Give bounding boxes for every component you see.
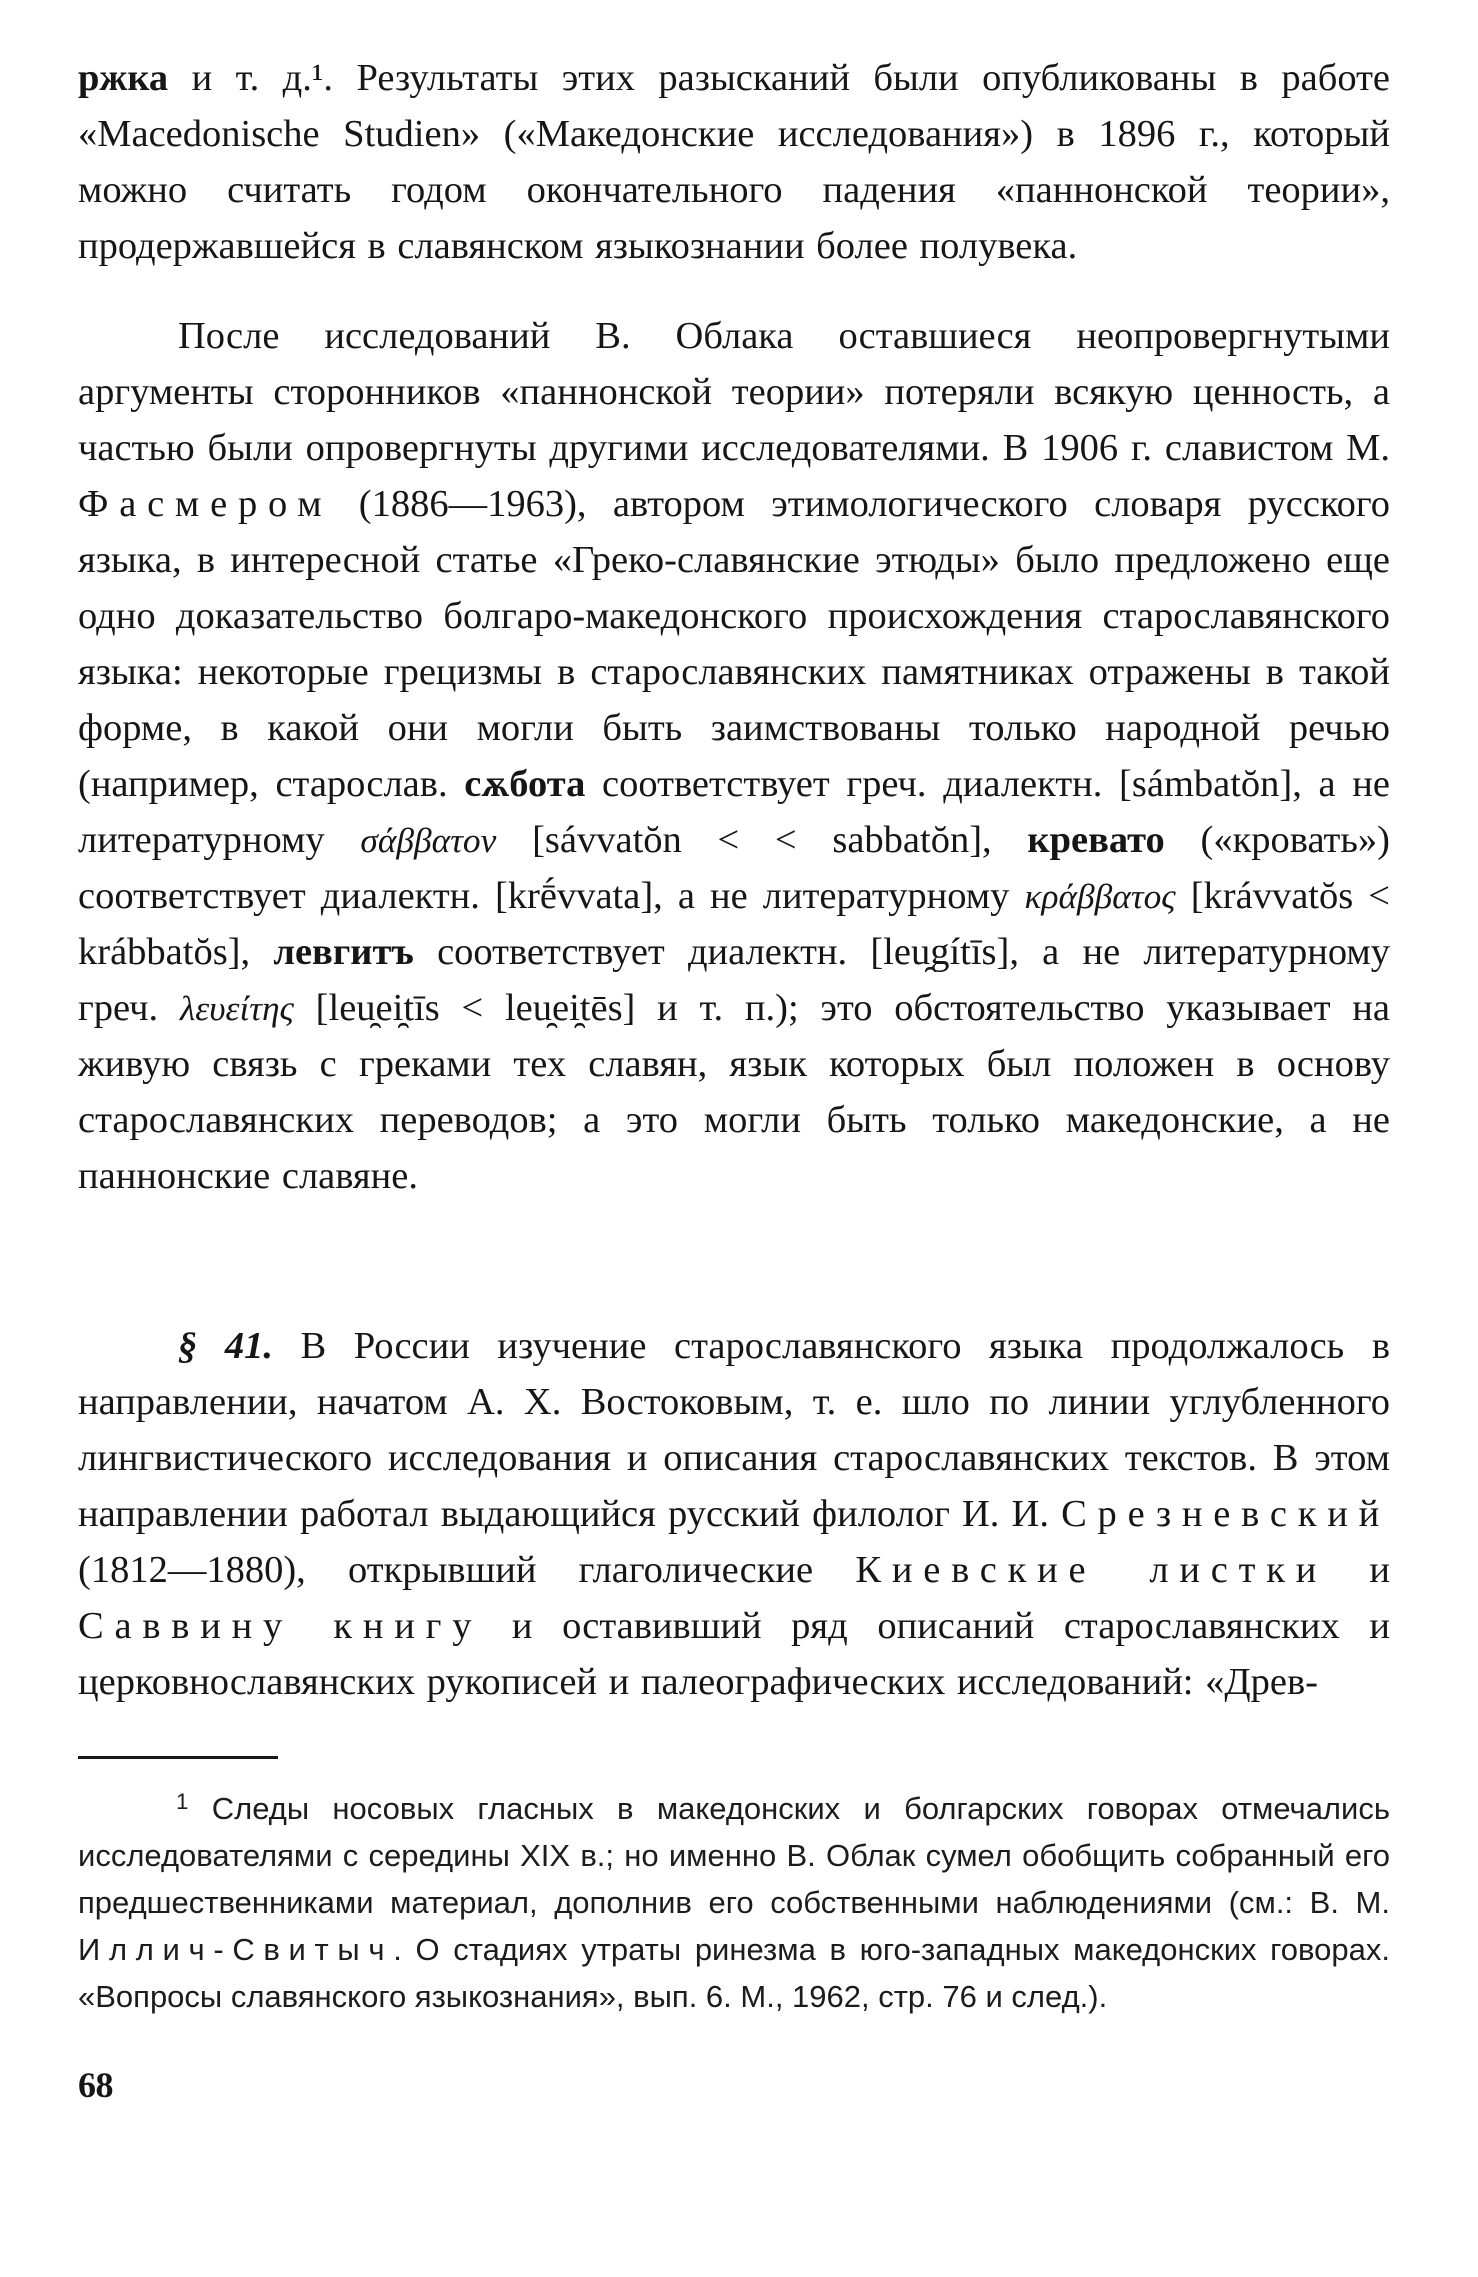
author-name-spaced: Иллич-Свитыч [78,1932,394,1967]
footnote-text: . О стадиях утраты ринезма в юго-западных македонских говорах. «Вопросы славянского языкознания», вып. 6. М., 1962, стр. 76 и след.). [78,1932,1390,2014]
footnote [78,1785,1390,2020]
paragraph-text: [leu̯ei̯tīs < leu̯ei̯tēs] и т. п.); это обстоятельство указывает на живую связь с греками тех славян, язык которых был положен в основу старославянских переводов; а это могли быть только македонские, а не паннонские славяне. [78,987,1390,1197]
greek-word: σάββατον [360,820,497,860]
paragraph-text: После исследований В. Облака оставшиеся неопровергнутыми аргументы сторонников «паннонской теории» потеряли всякую ценность, а частью были опровергнуты другими исследователями. В 1906 г. славистом М. [78,315,1390,469]
greek-word: κράββατος [1024,876,1176,916]
paragraph-text: и т. д.¹. Результаты этих разысканий были опубликованы в работе «Macedonische Studien» («Македонские исследования») в 1896 г., который можно считать годом окончательного падения «паннонской теории», продержавшейся в славянском языкознании более полувека. [78,57,1390,267]
paragraph-text: (1886—1963), автором этимологического словаря русского языка, в интересной статье «Греко-славянские этюды» было предложено еще одно доказательство болгаро-македонского происхождения старославянского языка: некоторые грецизмы в старославянских памятниках отражены в такой форме, в какой они могли быть заимствованы только народной речью (например, старослав. [78,483,1390,805]
greek-word: λευείτης [179,988,294,1028]
manuscript-title-spaced: Саввину книгу [78,1605,483,1647]
paragraph-vasmer [78,308,1390,1204]
old-slavonic-word: кревато [1027,819,1165,861]
paragraph-text: В России изучение старославянского языка продолжалось в направлении, начатом А. Х. Востоковым, т. е. шло по линии углубленного лингвистического исследования и описания старославянских текстов. В этом направлении работал выдающийся русский филолог И. И. [78,1325,1390,1535]
author-name-spaced: Фасмером [78,483,333,525]
author-name-spaced: Срезневский [1061,1493,1390,1535]
paragraph-text: («кровать») соответствует диалектн. [krḗvvata], а не литературному [78,819,1390,917]
paragraph-text: и оставивший ряд описаний старославянских и церковнославянских рукописей и палеографических исследований: «Древ- [78,1605,1390,1703]
footnote-marker: 1 [176,1788,189,1814]
paragraph-text: соответствует диалектн. [leu̯gítīs], а не литературному греч. [78,931,1390,1029]
page-number: 68 [78,2065,113,2105]
paragraph-text: и [1327,1549,1391,1591]
manuscript-title-spaced: Киевские листки [855,1549,1328,1591]
old-slavonic-word-fragment: ржка [78,57,169,99]
footnote-divider [78,1756,278,1759]
section-number: § 41. [178,1325,273,1367]
paragraph-text: (1812—1880), открывший глаголические [78,1549,856,1591]
old-slavonic-word: левгитъ [273,931,414,973]
section-41-paragraph [78,1318,1390,1710]
book-page [78,50,1390,2250]
paragraph-text: [krávvatŏs < krábbatŏs], [78,875,1390,973]
paragraph-text: соответствует греч. диалектн. [sámbatŏn], а не литературному [78,763,1390,861]
footnote-text: Следы носовых гласных в македонских и болгарских говорах отмечались исследователями с середины XIX в.; но именно В. Облак сумел обобщить собранный его предшественниками материал, дополнив его собственными наблюдениями (см.: В. М. [78,1791,1390,1920]
old-slavonic-word: сѫбота [464,763,586,805]
paragraph-continued [78,50,1390,274]
paragraph-text: [sávvatŏn < < sabbatŏn], [496,819,1028,861]
